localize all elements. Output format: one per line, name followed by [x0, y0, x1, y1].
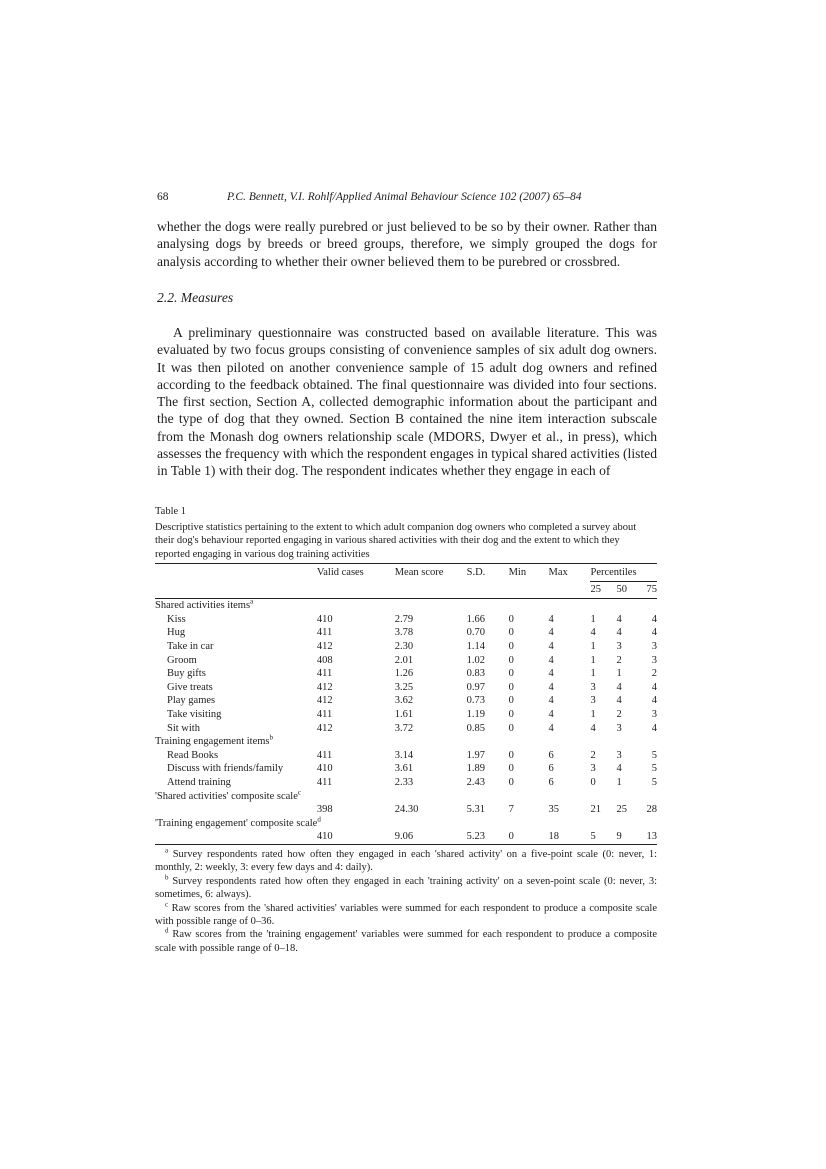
cell-p75: 28 — [646, 804, 657, 816]
cell-p25: 1 — [590, 708, 596, 720]
cell-mean: 3.14 — [394, 749, 414, 761]
table-row — [155, 640, 657, 654]
cell-max: 4 — [548, 641, 554, 652]
cell-p75: 3 — [651, 708, 657, 720]
statistics-table — [155, 563, 657, 845]
group-shared-activities: Shared activities items$^a$ — [155, 597, 254, 612]
cell-sd: 0.70 — [466, 627, 485, 639]
cell-sd: 1.14 — [466, 641, 485, 652]
table-footnotes — [155, 848, 657, 955]
footnote-d: $^d$ Raw scores from the 'training engagement' variables were summed for each respondent to produce a composite scale with possible range of 0–18. — [155, 926, 658, 954]
cell-p25: 1 — [590, 641, 596, 652]
header-p25: 25 — [590, 584, 601, 596]
table-row-training-composite — [155, 830, 657, 844]
row-label: Discuss with friends/family — [167, 763, 284, 775]
cell-mean: 1.26 — [394, 668, 414, 680]
cell-valid: 411 — [316, 776, 333, 788]
table-row — [155, 667, 657, 681]
cell-p50: 1 — [616, 776, 622, 788]
cell-p75: 5 — [651, 763, 657, 775]
cell-p75: 4 — [651, 695, 657, 707]
header-max: Max — [548, 567, 568, 579]
cell-min: 0 — [508, 749, 514, 761]
cell-min: 0 — [508, 627, 514, 639]
cell-sd: 1.02 — [466, 654, 485, 666]
cell-valid: 408 — [316, 654, 333, 666]
row-label: Hug — [167, 627, 186, 639]
cell-p25: 1 — [590, 654, 596, 666]
cell-p75: 3 — [651, 641, 657, 652]
section-heading: 2.2. Measures — [157, 290, 234, 305]
cell-p25: 2 — [590, 749, 596, 761]
cell-p75: 3 — [651, 654, 657, 666]
cell-p75: 13 — [646, 831, 657, 843]
cell-sd: 1.97 — [466, 749, 485, 761]
table-label: Table 1 — [155, 506, 187, 517]
cell-max: 4 — [548, 695, 554, 707]
cell-p75: 4 — [651, 681, 657, 693]
row-label — [155, 803, 317, 817]
cell-valid: 410 — [316, 613, 333, 625]
cell-mean: 2.33 — [394, 776, 414, 788]
table-caption: Descriptive statistics pertaining to the extent to which adult companion dog owners who completed a survey about their dog's behaviour reported engaging in various shared activities with their dog and the extent to which they reported engaging in various dog training activities — [155, 522, 637, 560]
cell-p50: 9 — [616, 831, 622, 843]
footnote-c: $^c$ Raw scores from the 'shared activities' variables were summed for each respondent to produce a composite scale with possible range of 0–36. — [155, 900, 658, 927]
table-row — [155, 722, 657, 736]
row-label — [155, 830, 317, 844]
cell-mean: 3.78 — [394, 627, 414, 639]
cell-mean: 2.01 — [394, 654, 414, 666]
cell-p50: 2 — [616, 708, 622, 720]
cell-p75: 4 — [651, 722, 657, 734]
table-1 — [155, 506, 657, 955]
cell-p25: 3 — [590, 763, 596, 775]
cell-p75: 2 — [651, 668, 657, 680]
cell-max: 4 — [548, 654, 554, 666]
cell-p25: 1 — [590, 613, 596, 625]
cell-valid: 398 — [316, 804, 333, 816]
cell-mean: 2.79 — [394, 613, 414, 625]
cell-sd: 1.89 — [466, 763, 485, 775]
cell-min: 0 — [508, 708, 514, 720]
cell-sd: 0.83 — [466, 668, 485, 680]
cell-p75: 5 — [651, 749, 657, 761]
cell-max: 4 — [548, 627, 554, 639]
cell-p25: 21 — [590, 804, 601, 816]
running-head: P.C. Bennett, V.I. Rohlf/Applied Animal Behaviour Science 102 (2007) 65–84 — [227, 191, 582, 203]
page-number: 68 — [157, 191, 169, 203]
cell-p50: 3 — [616, 749, 622, 761]
body-paragraph-2: A preliminary questionnaire was constructed based on available literature. This was evaluated by two focus groups consisting of convenience samples of six adult dog owners. It was then piloted on another convenience sample of 15 adult dog owners and refined according to the feedback obtained. The final questionnaire was divided into four sections. The first section, Section A, collected demographic information about the participant and the type of dog that they owned. Section B contained the nine item interaction subscale from the Monash dog owners relationship scale (MDORS, Dwyer et al., in press), which assesses the frequency with which the respondent engages in typical shared activities (listed in Table 1) with their dog. The respondent indicates whether they engage in each of — [157, 325, 657, 479]
row-label: Sit with — [167, 722, 200, 734]
cell-min: 0 — [508, 722, 514, 734]
cell-max: 18 — [548, 831, 560, 843]
cell-max: 4 — [548, 708, 554, 720]
cell-p50: 25 — [616, 804, 627, 816]
cell-max: 6 — [548, 749, 554, 761]
cell-mean: 1.61 — [394, 708, 414, 720]
cell-sd: 1.19 — [466, 708, 485, 720]
cell-p50: 4 — [616, 627, 622, 639]
cell-max: 35 — [548, 804, 560, 816]
cell-max: 4 — [548, 668, 554, 680]
cell-p25: 4 — [590, 722, 596, 734]
cell-valid: 411 — [316, 627, 333, 639]
cell-sd: 5.31 — [466, 804, 485, 816]
table-body — [155, 599, 657, 845]
cell-max: 4 — [548, 613, 554, 625]
cell-valid: 410 — [316, 763, 333, 775]
cell-mean: 3.62 — [394, 695, 414, 707]
cell-p50: 4 — [616, 681, 622, 693]
table-row-shared-composite — [155, 803, 657, 817]
row-label: Attend training — [167, 776, 231, 788]
cell-p50: 3 — [616, 641, 622, 652]
cell-sd: 0.97 — [466, 681, 485, 693]
cell-valid: 410 — [316, 831, 333, 843]
cell-sd: 5.23 — [466, 831, 485, 843]
cell-mean: 2.30 — [394, 641, 414, 652]
header-label — [155, 564, 317, 582]
cell-p75: 4 — [651, 613, 657, 625]
cell-valid: 412 — [316, 722, 333, 734]
footnote-a: $^a$ Survey respondents rated how often they engaged in each 'shared activity' on a five-point scale (0: never, 1: monthly, 2: weekly, 3: every few days and 4: daily). — [155, 846, 657, 874]
cell-valid: 411 — [316, 668, 333, 680]
cell-p50: 4 — [616, 763, 622, 775]
row-label: Give treats — [167, 681, 213, 693]
cell-valid: 411 — [316, 708, 333, 720]
row-label: Read Books — [167, 749, 219, 761]
table-row — [155, 654, 657, 668]
cell-min: 0 — [508, 763, 514, 775]
group-shared-composite: 'Shared activities' composite scale$^c$ — [155, 788, 301, 802]
header-p75: 75 — [646, 584, 657, 596]
table-row — [155, 694, 657, 708]
cell-p50: 3 — [616, 722, 622, 734]
cell-min: 0 — [508, 654, 514, 666]
cell-max: 4 — [548, 722, 554, 734]
cell-min: 0 — [508, 641, 514, 652]
cell-max: 4 — [548, 681, 554, 693]
cell-p50: 4 — [616, 613, 622, 625]
cell-p25: 5 — [590, 831, 596, 843]
table-row — [155, 749, 657, 763]
header-mean-score: Mean score — [394, 567, 444, 579]
table-row — [155, 626, 657, 640]
cell-valid: 412 — [316, 695, 333, 707]
cell-valid: 412 — [316, 641, 333, 652]
row-label: Take in car — [167, 641, 214, 652]
header-percentiles: Percentiles — [590, 564, 657, 582]
table-row — [155, 613, 657, 627]
cell-mean: 3.25 — [394, 681, 414, 693]
group-training-composite: 'Training engagement' composite scale$^d$ — [155, 815, 321, 829]
cell-p50: 4 — [616, 695, 622, 707]
cell-max: 6 — [548, 763, 554, 775]
table-row — [155, 762, 657, 776]
cell-valid: 412 — [316, 681, 333, 693]
cell-min: 0 — [508, 695, 514, 707]
cell-min: 0 — [508, 613, 514, 625]
cell-p50: 1 — [616, 668, 622, 680]
body-paragraph-1: whether the dogs were really purebred or just believed to be so by their owner. Rather than analysing dogs by breeds or breed groups, therefore, we simply grouped the dogs for analysis according to whether their owner believed them to be purebred or crossbred. — [157, 219, 657, 269]
cell-min: 7 — [508, 804, 514, 816]
cell-mean: 24.30 — [394, 804, 419, 816]
row-label: Groom — [167, 654, 197, 666]
cell-min: 0 — [508, 831, 514, 843]
group-training-engagement: Training engagement items$^b$ — [155, 733, 274, 748]
cell-sd: 0.85 — [466, 722, 485, 734]
cell-min: 0 — [508, 681, 514, 693]
row-label: Play games — [167, 695, 216, 707]
header-p50: 50 — [616, 584, 627, 596]
cell-valid: 411 — [316, 749, 333, 761]
table-row — [155, 776, 657, 790]
cell-p25: 4 — [590, 627, 596, 639]
cell-p25: 1 — [590, 668, 596, 680]
cell-p25: 0 — [590, 776, 596, 788]
cell-p25: 3 — [590, 681, 596, 693]
header-valid-cases: Valid cases — [316, 567, 364, 579]
cell-p25: 3 — [590, 695, 596, 707]
row-label: Kiss — [167, 613, 186, 625]
cell-sd: 1.66 — [466, 613, 485, 625]
cell-mean: 9.06 — [394, 831, 414, 843]
row-label: Take visiting — [167, 708, 222, 720]
footnote-b: $^b$ Survey respondents rated how often they engaged in each 'training activity' on a seven-point scale (0: never, 3: sometimes, 6: always). — [155, 873, 658, 901]
cell-mean: 3.72 — [394, 722, 414, 734]
cell-sd: 0.73 — [466, 695, 485, 707]
cell-p75: 5 — [651, 776, 657, 788]
table-row — [155, 681, 657, 695]
cell-p75: 4 — [651, 627, 657, 639]
row-label: Buy gifts — [167, 668, 206, 680]
header-min: Min — [508, 567, 527, 579]
cell-min: 0 — [508, 776, 514, 788]
table-row — [155, 708, 657, 722]
cell-max: 6 — [548, 776, 554, 788]
cell-sd: 2.43 — [466, 776, 485, 788]
cell-p50: 2 — [616, 654, 622, 666]
cell-min: 0 — [508, 668, 514, 680]
header-sd: S.D. — [466, 567, 486, 579]
cell-mean: 3.61 — [394, 763, 414, 775]
